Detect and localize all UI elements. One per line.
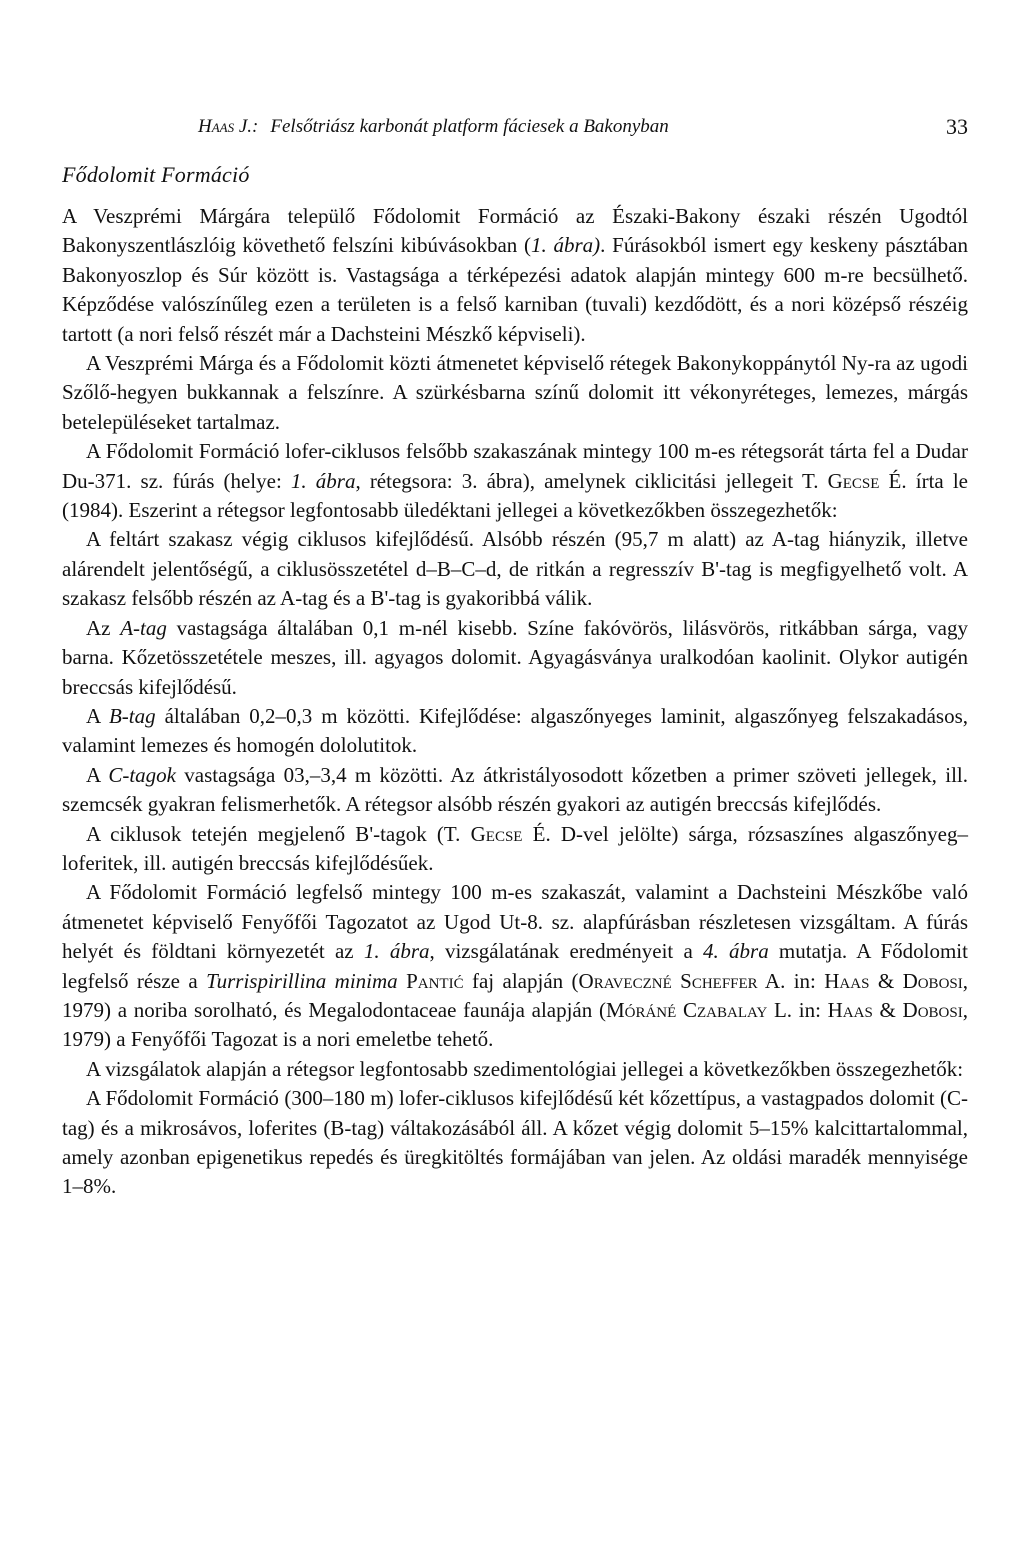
paragraph bbox=[62, 614, 968, 702]
text-run: általában 0,2–0,3 m közötti. Kifejlődése: algaszőnyeges laminit, algaszőnyeg felszakadásos, valamint lemezes és homogén dololutitok. bbox=[62, 703, 969, 758]
page-number: 33 bbox=[946, 114, 968, 139]
italic-run: B-tag bbox=[108, 703, 156, 728]
text-run: A bbox=[86, 762, 109, 787]
text-run: A. in: bbox=[757, 968, 825, 993]
author-name: Gecse É. bbox=[827, 468, 907, 493]
text-run: , rétegsora: 3. ábra), amelynek ciklicitási jellegeit T. bbox=[355, 468, 828, 493]
author-name: Haas bbox=[824, 968, 870, 993]
author-name: Móráné Czabalay bbox=[605, 997, 768, 1022]
author-name: Pantić bbox=[406, 968, 464, 993]
text-run: mutatja. A Fődolomit legfelső része a bbox=[62, 939, 968, 993]
text-run: vastagsága általában 0,1 m-nél kisebb. Színe fakóvörös, lilásvörös, ritkábban sárga, vagy barna. Kőzetösszetétele meszes, ill. agyagos dolomit. Agyagásványa uralkodóan kaolinit. Olykor autigén breccsás kifejlődésű. bbox=[62, 615, 968, 699]
italic-run: C-tagok bbox=[108, 762, 176, 787]
text-run: , 1979) a Fenyőfői Tagozat is a nori emeletbe tehető. bbox=[62, 997, 968, 1052]
author-name: Gecse É. bbox=[470, 821, 551, 846]
paragraph bbox=[62, 878, 968, 1054]
italic-run: 1. ábra bbox=[290, 468, 356, 493]
italic-run: A-tag bbox=[120, 615, 167, 640]
text-run: A Fődolomit Formáció (300–180 m) lofer-ciklusos kifejlődésű két kőzettípus, a vastagpados dolomit (C-tag) és a mikrosávos, loferites (B-tag) váltakozásából áll. A kőzet végig dolomit 5–15% kalcittartalommal, amely azonban epigenetikus repedés és üregkitöltés formájában van jelen. Az oldási maradék mennyisége 1–8%. bbox=[62, 1086, 968, 1199]
text-run: faj alapján ( bbox=[463, 968, 579, 993]
text-run: , 1979) a noriba sorolható, és Megalodontaceae faunája alapján ( bbox=[62, 968, 968, 1022]
paragraph bbox=[62, 702, 968, 761]
text-run: A vizsgálatok alapján a rétegsor legfontosabb szedimentológiai jellegei a következőkben összegezhetők: bbox=[86, 1056, 964, 1081]
text-run: , vizsgálatának eredményeit a bbox=[429, 939, 704, 964]
author-name: Haas bbox=[827, 997, 873, 1022]
paragraph bbox=[62, 1055, 968, 1084]
italic-run: 1. ábra) bbox=[531, 233, 601, 258]
paragraph bbox=[62, 1084, 968, 1202]
author-name: Oraveczné Scheffer bbox=[578, 968, 758, 993]
paragraph bbox=[62, 820, 968, 879]
body-text bbox=[62, 202, 968, 1202]
paragraph bbox=[62, 349, 968, 437]
header-journal-title: Felsőtriász karbonát platform fáciesek a Bakonyban bbox=[270, 116, 669, 137]
italic-run: 4. ábra bbox=[703, 939, 769, 964]
document-page bbox=[62, 0, 968, 1550]
text-run bbox=[398, 969, 406, 993]
text-run: . Fúrásokból ismert egy keskeny pásztában Bakonyoszlop és Súr között is. Vastagsága a térképezési adatok alapján mintegy 600 m-re becsülhető. Képződése valószínűleg ezen a területen is a felső karniban (tuvali) kezdődött, és a nori középső részéig tartott (a nori felső részét már a Dachsteini Mészkő képviseli). bbox=[62, 233, 968, 346]
paragraph bbox=[62, 437, 968, 525]
header-author: Haas J.: bbox=[198, 116, 259, 137]
paragraph bbox=[62, 202, 968, 349]
text-run: vastagsága 03,–3,4 m közötti. Az átkristályosodott kőzetben a primer szöveti jellegek, ill. szemcsék gyakran felismerhetők. A rétegsor alsóbb részén gyakori az autigén breccsás kifejlődés. bbox=[62, 762, 968, 817]
text-run: Az bbox=[86, 615, 121, 640]
section-title: Fődolomit Formáció bbox=[62, 162, 250, 187]
text-run: írta le (1984). Eszerint a rétegsor legfontosabb üledéktani jellegei a következőkben összegezhetők: bbox=[62, 468, 968, 523]
running-header bbox=[198, 112, 968, 142]
text-run: & bbox=[872, 997, 903, 1022]
text-run: A ciklusok tetején megjelenő B'-tagok (T. bbox=[86, 821, 471, 846]
text-run: A bbox=[86, 703, 109, 728]
text-run: D-vel jelölte) sárga, rózsaszínes algaszőnyeg–loferitek, ill. autigén breccsás kifejlődésűek. bbox=[62, 821, 968, 875]
author-name: Dobosi bbox=[902, 968, 963, 993]
paragraph bbox=[62, 525, 968, 613]
text-run: A Veszprémi Márgára települő Fődolomit Formáció az Északi-Bakony északi részén Ugodtól Bakonyszentlászlóig követhető felszíni kibúvásokban ( bbox=[62, 204, 968, 258]
text-run: A Veszprémi Márga és a Fődolomit közti átmenetet képviselő rétegek Bakonykoppánytól Ny-ra az ugodi Szőlő-hegyen bukkannak a felszínre. A szürkésbarna színű dolomit itt vékonyréteges, lemezes, márgás betelepüléseket tartalmaz. bbox=[62, 351, 968, 434]
paragraph bbox=[62, 761, 968, 820]
italic-run: Turrispirillina minima bbox=[206, 968, 398, 993]
italic-run: 1. ábra bbox=[363, 939, 430, 964]
text-run: A Fődolomit Formáció lofer-ciklusos felsőbb szakaszának mintegy 100 m-es rétegsorát tárta fel a Dudar Du-371. sz. fúrás (helye: bbox=[62, 439, 968, 493]
author-name: Dobosi bbox=[902, 997, 963, 1022]
text-run: A feltárt szakasz végig ciklusos kifejlődésű. Alsóbb részén (95,7 m alatt) az A-tag hiányzik, illetve alárendelt jelentőségű, a ciklusösszetétel d–B–C–d, de ritkán a regresszív B'-tag is megfigyelhető volt. A szakasz felsőbb részén az A-tag és a B'-tag is gyakoribbá válik. bbox=[62, 527, 968, 611]
text-run: L. in: bbox=[767, 997, 828, 1022]
text-run: & bbox=[869, 968, 903, 993]
text-run: A Fődolomit Formáció legfelső mintegy 100 m-es szakaszát, valamint a Dachsteini Mészkőbe való átmenetet képviselő Fenyőfői Tagozatot az Ugod Ut-8. sz. alapfúrásban részletesen vizsgáltam. A fúrás helyét és földtani környezetét az bbox=[62, 880, 968, 964]
